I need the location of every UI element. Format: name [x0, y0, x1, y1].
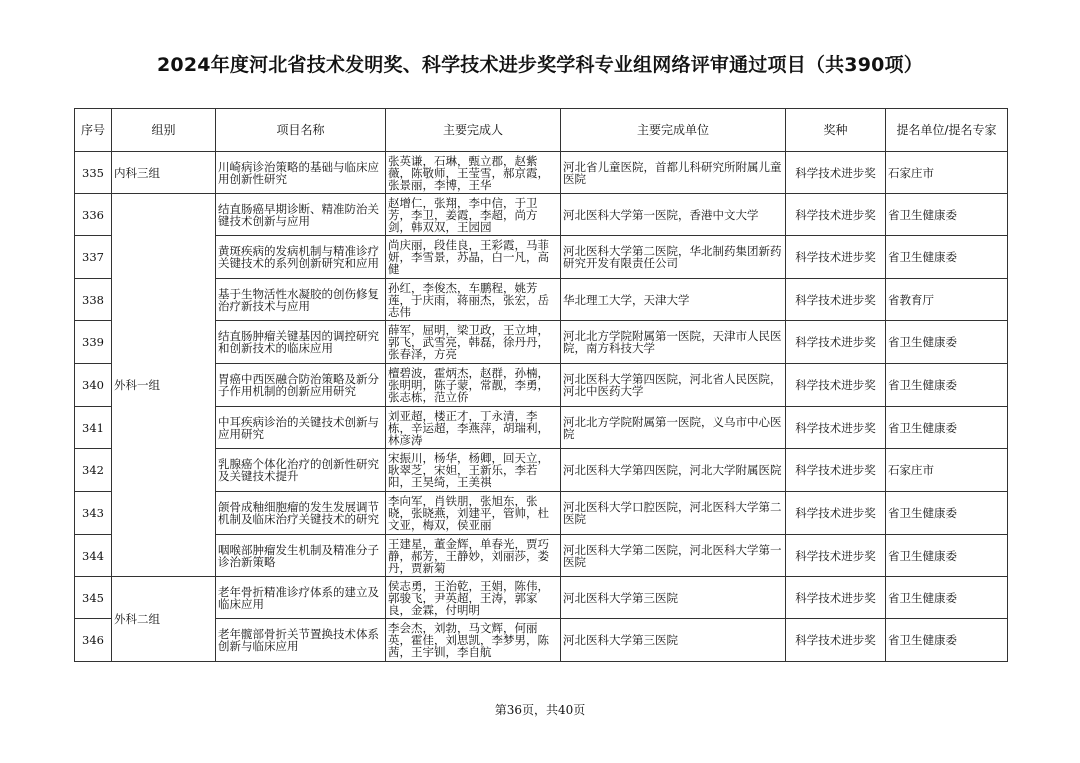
row-project: 老年骨折精准诊疗体系的建立及临床应用 — [216, 577, 386, 619]
header-award: 奖种 — [786, 109, 886, 152]
header-nominator: 提名单位/提名专家 — [886, 109, 1008, 152]
table-row — [75, 152, 1008, 194]
row-units: 河北北方学院附属第一医院，天津市人民医院，南方科技大学 — [561, 321, 786, 364]
row-no: 344 — [75, 535, 112, 577]
row-no: 345 — [75, 577, 112, 619]
row-units: 河北医科大学第四医院，河北省人民医院，河北中医药大学 — [561, 364, 786, 407]
row-units: 河北北方学院附属第一医院，义乌市中心医院 — [561, 407, 786, 449]
row-nominator: 省卫生健康委 — [886, 492, 1008, 535]
row-no: 342 — [75, 449, 112, 492]
row-project: 川崎病诊治策略的基础与临床应用创新性研究 — [216, 152, 386, 194]
row-project: 老年髋部骨折关节置换技术体系创新与临床应用 — [216, 619, 386, 662]
row-nominator: 省卫生健康委 — [886, 321, 1008, 364]
row-people: 尚庆丽，段佳良，王彩霞，马菲妍，李雪景，苏晶，白一凡，高健 — [386, 236, 561, 279]
page-footer: 第36页，共40页 — [494, 703, 586, 717]
row-nominator: 省卫生健康委 — [886, 194, 1008, 236]
row-project: 结直肠癌早期诊断、精准防治关键技术创新与应用 — [216, 194, 386, 236]
row-people: 刘亚超，楼正才，丁永清，李栋，辛运超，李燕萍，胡瑞利，林彦涛 — [386, 407, 561, 449]
row-group: 外科一组 — [112, 194, 216, 577]
row-award: 科学技术进步奖 — [786, 492, 886, 535]
row-award: 科学技术进步奖 — [786, 279, 886, 321]
row-units: 河北医科大学第三医院 — [561, 619, 786, 662]
row-nominator: 石家庄市 — [886, 449, 1008, 492]
row-award: 科学技术进步奖 — [786, 364, 886, 407]
row-project: 咽喉部肿瘤发生机制及精准分子诊治新策略 — [216, 535, 386, 577]
row-no: 340 — [75, 364, 112, 407]
row-nominator: 省卫生健康委 — [886, 407, 1008, 449]
row-people: 李向军，肖铁朋，张旭东，张晓，张晓燕，刘建平，管帅，杜文亚，梅双，侯亚丽 — [386, 492, 561, 535]
header-no: 序号 — [75, 109, 112, 152]
row-people: 李会杰，刘勃，马文辉，何丽英，霍佳，刘思凯，李梦男，陈茜，王宇钏，李自航 — [386, 619, 561, 662]
row-units: 河北医科大学第三医院 — [561, 577, 786, 619]
row-project: 基于生物活性水凝胶的创伤修复治疗新技术与应用 — [216, 279, 386, 321]
row-no: 339 — [75, 321, 112, 364]
row-units: 河北医科大学第二医院，华北制药集团新药研究开发有限责任公司 — [561, 236, 786, 279]
row-units: 河北医科大学口腔医院，河北医科大学第二医院 — [561, 492, 786, 535]
row-project: 胃癌中西医融合防治策略及新分子作用机制的创新应用研究 — [216, 364, 386, 407]
row-award: 科学技术进步奖 — [786, 619, 886, 662]
row-group: 外科二组 — [112, 577, 216, 662]
row-project: 中耳疾病诊治的关键技术创新与应用研究 — [216, 407, 386, 449]
row-award: 科学技术进步奖 — [786, 577, 886, 619]
row-people: 宋振川，杨华，杨卿，回天立，耿翠芝，宋妲，王新乐，李若阳，王昊绮，王美祺 — [386, 449, 561, 492]
row-group: 内科三组 — [112, 152, 216, 194]
row-project: 黄斑疾病的发病机制与精准诊疗关键技术的系列创新研究和应用 — [216, 236, 386, 279]
row-people: 王建星，董金辉，单春光，贾巧静，郝芳，王静妙，刘丽莎，娄丹，贾新菊 — [386, 535, 561, 577]
row-units: 华北理工大学，天津大学 — [561, 279, 786, 321]
row-award: 科学技术进步奖 — [786, 321, 886, 364]
row-no: 335 — [75, 152, 112, 194]
row-project: 结直肠肿瘤关键基因的调控研究和创新技术的临床应用 — [216, 321, 386, 364]
row-no: 346 — [75, 619, 112, 662]
page-title: 2024年度河北省技术发明奖、科学技术进步奖学科专业组网络评审通过项目（共390项） — [157, 54, 923, 76]
row-people: 赵增仁，张翔，李中信，于卫芳，李卫，姜霞，李超，尚方剑，韩双双，王园园 — [386, 194, 561, 236]
row-people: 孙红，李俊杰，车鹏程，姚芳莲，于庆雨，蒋丽杰，张宏，岳志伟 — [386, 279, 561, 321]
row-nominator: 石家庄市 — [886, 152, 1008, 194]
row-nominator: 省卫生健康委 — [886, 364, 1008, 407]
results-table — [74, 108, 1008, 662]
row-people: 檀碧波，霍炳杰，赵群，孙楠，张明明，陈子蒙，常靓，李勇，张志栋，范立侨 — [386, 364, 561, 407]
row-award: 科学技术进步奖 — [786, 449, 886, 492]
row-nominator: 省卫生健康委 — [886, 535, 1008, 577]
row-project: 乳腺癌个体化治疗的创新性研究及关键技术提升 — [216, 449, 386, 492]
table-header-row — [75, 109, 1008, 152]
row-units: 河北医科大学第二医院，河北医科大学第一医院 — [561, 535, 786, 577]
row-no: 337 — [75, 236, 112, 279]
row-units: 河北医科大学第一医院，香港中文大学 — [561, 194, 786, 236]
row-award: 科学技术进步奖 — [786, 152, 886, 194]
row-no: 341 — [75, 407, 112, 449]
header-group: 组别 — [112, 109, 216, 152]
row-award: 科学技术进步奖 — [786, 407, 886, 449]
row-award: 科学技术进步奖 — [786, 535, 886, 577]
row-award: 科学技术进步奖 — [786, 194, 886, 236]
row-no: 343 — [75, 492, 112, 535]
row-nominator: 省卫生健康委 — [886, 236, 1008, 279]
row-nominator: 省教育厅 — [886, 279, 1008, 321]
row-people: 张英谦，石琳，甄立郡，赵紫薇，陈敬师，王莹雪，郝京霞，张景丽，李博，王华 — [386, 152, 561, 194]
row-units: 河北省儿童医院，首都儿科研究所附属儿童医院 — [561, 152, 786, 194]
table-row — [75, 577, 1008, 619]
row-no: 336 — [75, 194, 112, 236]
table-row — [75, 194, 1008, 236]
row-award: 科学技术进步奖 — [786, 236, 886, 279]
row-project: 颌骨成釉细胞瘤的发生发展调节机制及临床治疗关键技术的研究 — [216, 492, 386, 535]
row-units: 河北医科大学第四医院，河北大学附属医院 — [561, 449, 786, 492]
header-people: 主要完成人 — [386, 109, 561, 152]
header-project: 项目名称 — [216, 109, 386, 152]
row-people: 侯志勇，王治乾，王娟，陈伟，郭骏飞，尹英超，王涛，郭家良，金霖，付明明 — [386, 577, 561, 619]
row-nominator: 省卫生健康委 — [886, 619, 1008, 662]
header-units: 主要完成单位 — [561, 109, 786, 152]
row-people: 薛军，屈明，梁卫政，王立坤，郭飞，武雪亮，韩磊，徐丹丹，张春泽，方亮 — [386, 321, 561, 364]
row-no: 338 — [75, 279, 112, 321]
row-nominator: 省卫生健康委 — [886, 577, 1008, 619]
